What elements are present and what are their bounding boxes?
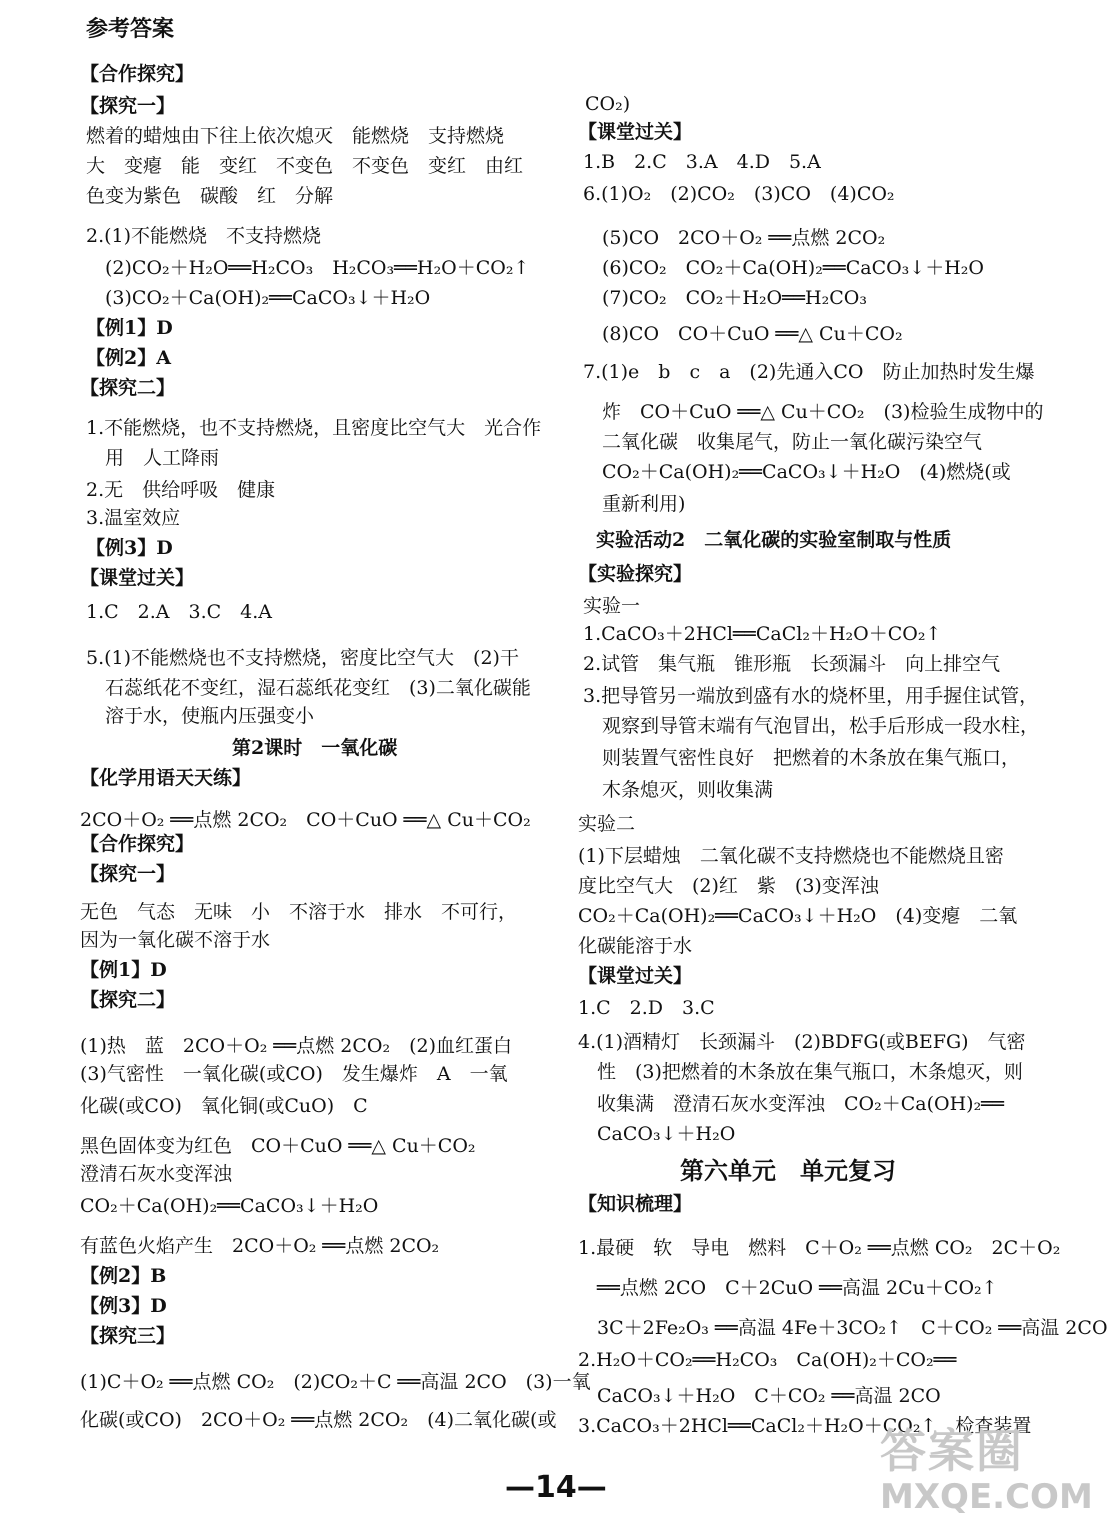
- watermark-text-1: 答案圈: [880, 1424, 1024, 1478]
- section-title: 第2课时 一氧化碳: [232, 737, 398, 759]
- left-line: 2.无 供给呼吸 健康: [86, 479, 276, 501]
- left-line: 1.C 2.A 3.C 4.A: [86, 601, 273, 623]
- left-line: 1.不能燃烧，也不支持燃烧，且密度比空气大 光合作: [86, 417, 542, 439]
- right-line: 3C＋2Fe₂O₃ ══高温 4Fe＋3CO₂↑ C＋CO₂ ══高温 2CO: [578, 1317, 1108, 1339]
- right-line: (8)CO CO＋CuO ══△ Cu＋CO₂: [583, 323, 903, 345]
- left-line: 大 变瘪 能 变红 不变色 不变色 变红 由红: [86, 155, 524, 177]
- right-line: (6)CO₂ CO₂＋Ca(OH)₂══CaCO₃↓＋H₂O: [583, 257, 984, 279]
- left-line: 【例2】A: [86, 347, 171, 369]
- right-line: 性 (3)把燃着的木条放在集气瓶口，木条熄灭，则: [578, 1061, 1023, 1083]
- left-line: 5.(1)不能燃烧也不支持燃烧，密度比空气大 (2)干: [86, 647, 519, 669]
- left-line: 石蕊纸花不变红，湿石蕊纸花变红 (3)二氧化碳能: [86, 677, 531, 699]
- left-line: 【探究一】: [80, 95, 176, 117]
- right-line: 1.C 2.D 3.C: [578, 997, 715, 1019]
- right-line: 收集满 澄清石灰水变浑浊 CO₂＋Ca(OH)₂══: [578, 1093, 1005, 1115]
- left-line: 溶于水，使瓶内压强变小: [86, 705, 315, 727]
- left-line: 无色 气态 无味 小 不溶于水 排水 不可行，: [80, 901, 518, 923]
- right-line: 3.把导管另一端放到盛有水的烧杯里，用手握住试管，: [583, 685, 1039, 707]
- right-line: 3.CaCO₃＋2HCl══CaCl₂＋H₂O＋CO₂↑ 检查装置: [578, 1415, 1032, 1437]
- right-line: 【课堂过关】: [578, 121, 693, 143]
- right-line: 2.试管 集气瓶 锥形瓶 长颈漏斗 向上排空气: [583, 653, 1001, 675]
- left-line: 澄清石灰水变浑浊: [80, 1163, 233, 1185]
- left-line: 【探究二】: [80, 377, 176, 399]
- right-line: (5)CO 2CO＋O₂ ══点燃 2CO₂: [583, 227, 886, 249]
- right-line: 1.最硬 软 导电 燃料 C＋O₂ ══点燃 CO₂ 2C＋O₂: [578, 1237, 1061, 1259]
- right-line: 7.(1)e b c a (2)先通入CO 防止加热时发生爆: [583, 361, 1035, 383]
- right-line: CO₂＋Ca(OH)₂══CaCO₃↓＋H₂O (4)燃烧(或: [583, 461, 1011, 483]
- right-line: 实验一: [583, 595, 641, 617]
- right-line: 4.(1)酒精灯 长颈漏斗 (2)BDFG(或BEFG) 气密: [578, 1031, 1026, 1053]
- unit-review-title: 第六单元 单元复习: [680, 1156, 896, 1185]
- page-header-title: 参考答案: [86, 17, 175, 42]
- right-line: 木条熄灭，则收集满: [583, 779, 774, 801]
- left-line: 【探究三】: [80, 1325, 176, 1347]
- left-line: 【例2】B: [80, 1265, 167, 1287]
- left-line: 燃着的蜡烛由下往上依次熄灭 能燃烧 支持燃烧: [86, 125, 505, 147]
- left-line: 【化学用语天天练】: [80, 767, 252, 789]
- right-line: 度比空气大 (2)红 紫 (3)变浑浊: [578, 875, 879, 897]
- right-line: 1.B 2.C 3.A 4.D 5.A: [583, 151, 821, 173]
- right-line: 实验二: [578, 813, 636, 835]
- left-line: 【探究一】: [80, 863, 176, 885]
- left-line: 【例3】D: [80, 1295, 167, 1317]
- right-line: CaCO₃↓＋H₂O C＋CO₂ ══高温 2CO: [578, 1385, 941, 1407]
- left-line: 2CO＋O₂ ══点燃 2CO₂ CO＋CuO ══△ Cu＋CO₂: [80, 809, 531, 831]
- left-line: 2.(1)不能燃烧 不支持燃烧: [86, 225, 322, 247]
- left-line: 化碳(或CO) 氧化铜(或CuO) C: [80, 1095, 368, 1117]
- left-line: 【合作探究】: [80, 63, 195, 85]
- left-line: 【课堂过关】: [80, 567, 195, 589]
- right-line: 【知识梳理】: [578, 1193, 693, 1215]
- left-line: 【探究二】: [80, 989, 176, 1011]
- right-line: 1.CaCO₃＋2HCl══CaCl₂＋H₂O＋CO₂↑: [583, 623, 942, 645]
- left-line: (2)CO₂＋H₂O══H₂CO₃ H₂CO₃══H₂O＋CO₂↑: [86, 257, 530, 279]
- right-line: 则装置气密性良好 把燃着的木条放在集气瓶口，: [583, 747, 1021, 769]
- section-title: 实验活动2 二氧化碳的实验室制取与性质: [596, 529, 952, 551]
- right-line: CO₂＋Ca(OH)₂══CaCO₃↓＋H₂O (4)变瘪 二氧: [578, 905, 1018, 927]
- watermark-text-2: MXQE.COM: [880, 1477, 1093, 1517]
- left-line: 【例3】D: [86, 537, 173, 559]
- right-line: 2.H₂O＋CO₂══H₂CO₃ Ca(OH)₂＋CO₂══: [578, 1349, 957, 1371]
- left-line: (1)热 蓝 2CO＋O₂ ══点燃 2CO₂ (2)血红蛋白: [80, 1035, 513, 1057]
- right-line: 重新利用): [583, 493, 686, 515]
- right-line: 【实验探究】: [578, 563, 693, 585]
- left-line: (3)气密性 一氧化碳(或CO) 发生爆炸 A 一氧: [80, 1063, 508, 1085]
- left-line: 有蓝色火焰产生 2CO＋O₂ ══点燃 2CO₂: [80, 1235, 440, 1257]
- right-line: 观察到导管末端有气泡冒出，松手后形成一段水柱，: [583, 715, 1040, 737]
- right-line: 【课堂过关】: [578, 965, 693, 987]
- right-line: CO₂): [585, 93, 631, 115]
- left-line: (3)CO₂＋Ca(OH)₂══CaCO₃↓＋H₂O: [86, 287, 431, 309]
- watermark-logo: [880, 1424, 1093, 1530]
- left-line: 黑色固体变为红色 CO＋CuO ══△ Cu＋CO₂: [80, 1135, 476, 1157]
- left-line: 因为一氧化碳不溶于水: [80, 929, 271, 951]
- left-line: 3.温室效应: [86, 507, 181, 529]
- left-line: 化碳(或CO) 2CO＋O₂ ══点燃 2CO₂ (4)二氧化碳(或: [80, 1409, 557, 1431]
- right-line: ══点燃 2CO C＋2CuO ══高温 2Cu＋CO₂↑: [578, 1277, 998, 1299]
- left-line: 色变为紫色 碳酸 红 分解: [86, 185, 334, 207]
- right-line: 炸 CO＋CuO ══△ Cu＋CO₂ (3)检验生成物中的: [583, 401, 1044, 423]
- right-line: CaCO₃↓＋H₂O: [578, 1123, 736, 1145]
- right-line: 6.(1)O₂ (2)CO₂ (3)CO (4)CO₂: [583, 183, 895, 205]
- left-line: (1)C＋O₂ ══点燃 CO₂ (2)CO₂＋C ══高温 2CO (3)一氧: [80, 1371, 591, 1393]
- right-line: (7)CO₂ CO₂＋H₂O══H₂CO₃: [583, 287, 867, 309]
- left-line: 用 人工降雨: [86, 447, 220, 469]
- left-line: 【合作探究】: [80, 833, 195, 855]
- right-line: 化碳能溶于水: [578, 935, 693, 957]
- left-line: 【例1】D: [86, 317, 173, 339]
- page-number: —14—: [505, 1470, 607, 1505]
- right-line: (1)下层蜡烛 二氧化碳不支持燃烧也不能燃烧且密: [578, 845, 1004, 867]
- right-line: 二氧化碳 收集尾气，防止一氧化碳污染空气: [583, 431, 983, 453]
- left-line: CO₂＋Ca(OH)₂══CaCO₃↓＋H₂O: [80, 1195, 379, 1217]
- left-line: 【例1】D: [80, 959, 167, 981]
